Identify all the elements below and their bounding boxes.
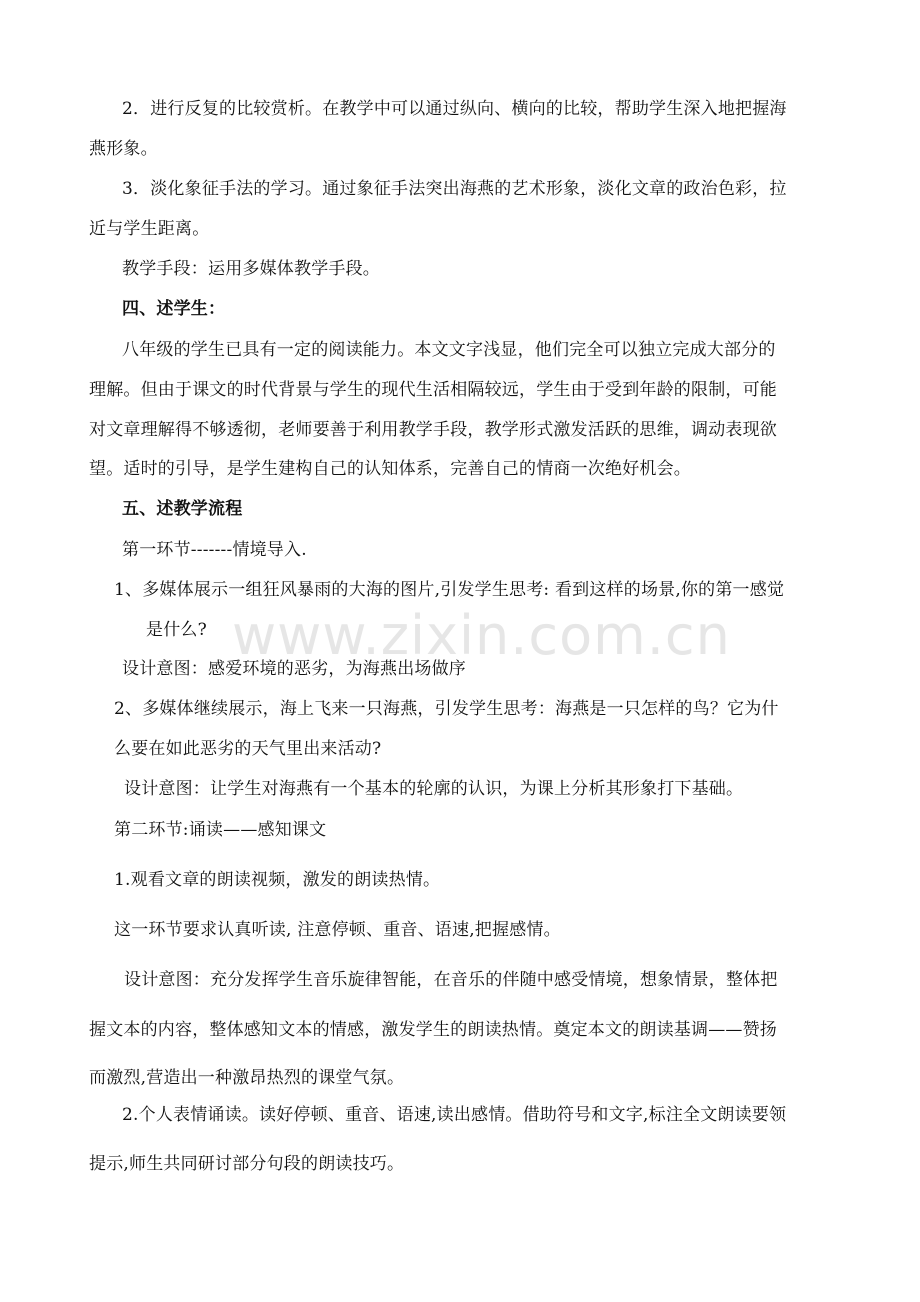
paragraph-line: 1、多媒体展示一组狂风暴雨的大海的图片,引发学生思考: 看到这样的场景,你的第一感觉 [114,580,785,600]
paragraph-line: 教学手段：运用多媒体教学手段。 [122,259,380,279]
paragraph-line: 八年级的学生已具有一定的阅读能力。本文文字浅显，他们完全可以独立完成大部分的 [122,340,776,360]
paragraph-line: 设计意图：让学生对海燕有一个基本的轮廓的认识，为课上分析其形象打下基础。 [124,779,744,799]
paragraph-line: 而激烈,营造出一种激昂热烈的课堂气氛。 [89,1068,405,1088]
paragraph-line: 设计意图：充分发挥学生音乐旋律智能，在音乐的伴随中感受情境，想象情景，整体把 [124,970,778,990]
paragraph-line: 1.观看文章的朗读视频，激发的朗读热情。 [114,870,441,890]
section-heading: 四、述学生： [122,299,226,319]
paragraph-line: 是什么? [146,620,207,640]
paragraph-line: 第二环节:诵读——感知课文 [114,820,327,840]
paragraph-line: 理解。但由于课文的时代背景与学生的现代生活相隔较远，学生由于受到年龄的限制，可能 [89,380,777,400]
paragraph-line: 提示,师生共同研讨部分句段的朗读技巧。 [89,1154,405,1174]
paragraph-line: 2．进行反复的比较赏析。在教学中可以通过纵向、横向的比较，帮助学生深入地把握海 [122,99,787,119]
paragraph-line: 设计意图：感爱环境的恶劣，为海燕出场做序 [122,659,466,679]
paragraph-line: 望。适时的引导，是学生建构自己的认知体系，完善自己的情商一次绝好机会。 [89,459,691,479]
paragraph-line: 3．淡化象征手法的学习。通过象征手法突出海燕的艺术形象，淡化文章的政治色彩，拉 [122,179,787,199]
paragraph-line: 燕形象。 [89,139,158,159]
paragraph-line: 近与学生距离。 [89,219,210,239]
paragraph-line: 对文章理解得不够透彻，老师要善于利用教学手段，教学形式激发活跃的思维，调动表现欲 [89,420,777,440]
section-heading: 五、述教学流程 [122,499,243,519]
paragraph-line: 么要在如此恶劣的天气里出来活动? [114,739,382,759]
paragraph-line: 这一环节要求认真听读, 注意停顿、重音、语速,把握感情。 [114,920,561,940]
paragraph-line: 握文本的内容，整体感知文本的情感，激发学生的朗读热情。奠定本文的朗读基调——赞扬 [89,1020,777,1040]
paragraph-line: 2、多媒体继续展示，海上飞来一只海燕，引发学生思考：海燕是一只怎样的鸟？它为什 [114,699,779,719]
paragraph-line: 2.个人表情诵读。读好停顿、重音、语速,读出感情。借助符号和文字,标注全文朗读要领 [122,1105,787,1125]
paragraph-line: 第一环节-------情境导入. [122,540,307,560]
watermark: www.zixin.com.cn [232,604,731,667]
